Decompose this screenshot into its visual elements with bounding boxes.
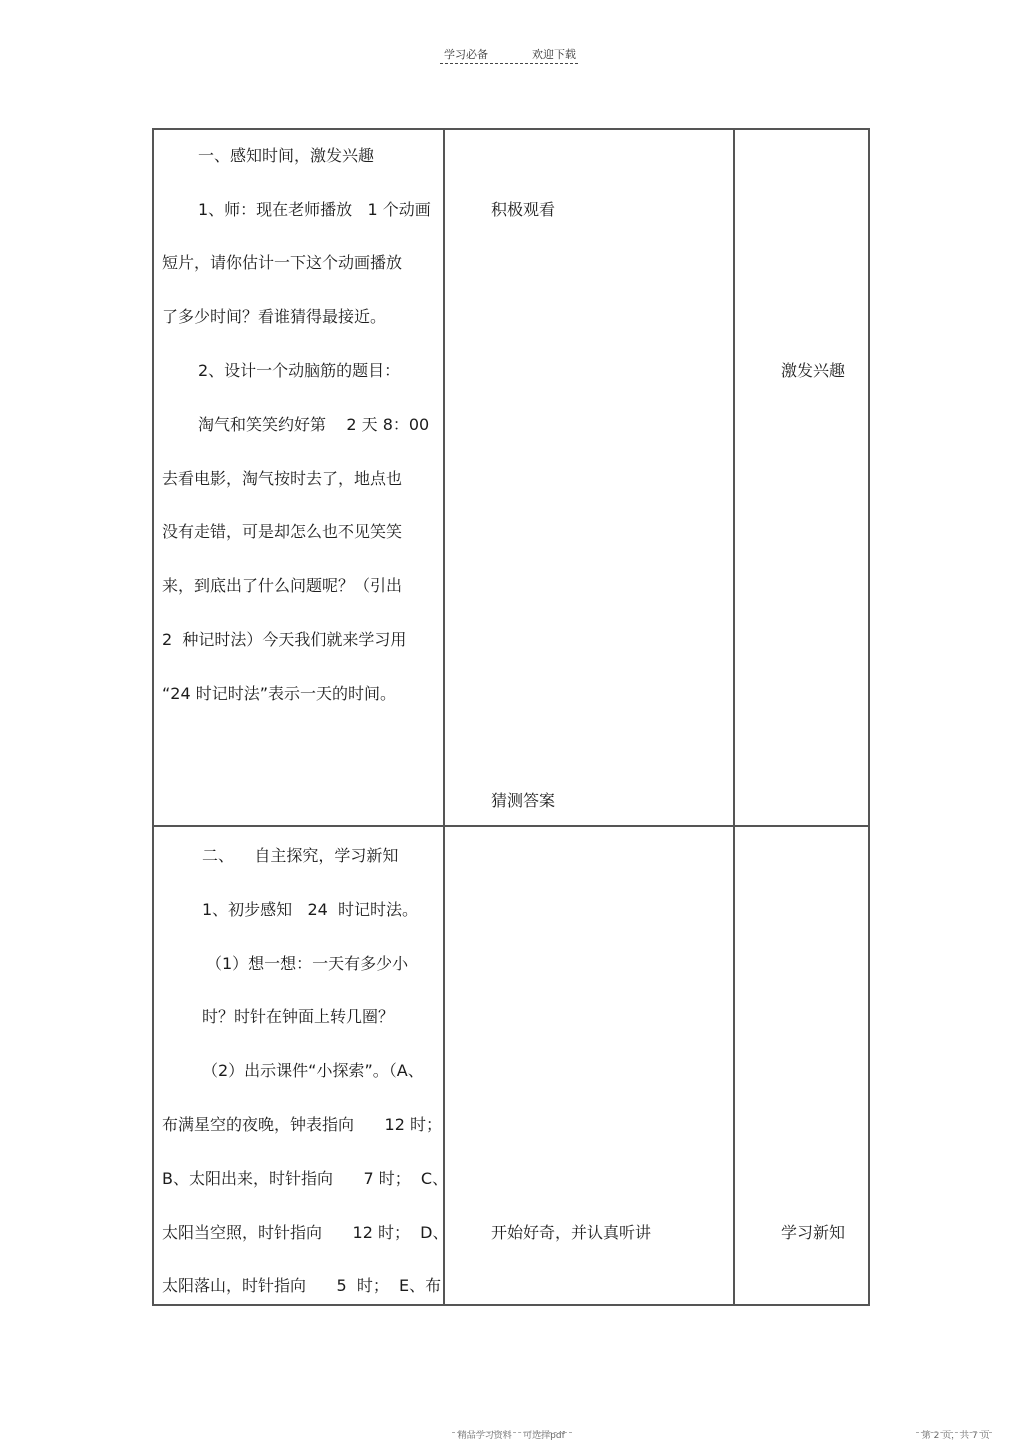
section1-line: 去看电影，淘气按时去了，地点也 [162, 469, 403, 488]
section1-line: 淘气和笑笑约好第 2 天 8：00 [198, 415, 430, 434]
footer-center-dash [452, 1432, 572, 1433]
section2-line: 时？时针在钟面上转几圈？ [202, 1007, 395, 1026]
section2-line: B、太阳出来，时针指向 7 时； C、 [162, 1169, 449, 1188]
footer-right-dash [916, 1432, 992, 1433]
page-header [440, 46, 580, 66]
section1-line: 一、感知时间，激发兴趣 [198, 146, 375, 165]
footer-page-number: 第 2 页，共 7 页 [921, 1431, 990, 1441]
section2-purpose: 学习新知 [781, 1223, 846, 1242]
section1-purpose: 激发兴趣 [781, 361, 846, 380]
column-divider-2 [733, 130, 735, 1304]
section1-line: 没有走错，可是却怎么也不见笑笑 [162, 522, 403, 541]
column-divider-1 [443, 130, 445, 1304]
footer-center [452, 1418, 572, 1451]
lesson-table [152, 128, 870, 1306]
section1-line: 了多少时间？看谁猜得最接近。 [162, 307, 387, 326]
row-divider [154, 825, 868, 827]
section2-line: 二、 自主探究，学习新知 [202, 846, 399, 865]
section2-line: 布满星空的夜晚，钟表指向 12 时； [162, 1115, 442, 1134]
section2-line: 1、初步感知 24 时记时法。 [202, 900, 418, 919]
section2-line: （2）出示课件“小探索”。（A、 [202, 1061, 424, 1080]
section1-line: 1、师：现在老师播放 1 个动画 [198, 200, 431, 219]
section2-line: 太阳落山，时针指向 5 时； E、布 [162, 1276, 442, 1295]
section1-line: 来，到底出了什么问题呢？（引出 [162, 576, 403, 595]
header-dashed-underline [440, 63, 578, 64]
section1-line: “24 时记时法”表示一天的时间。 [162, 684, 397, 703]
section1-line: 2、设计一个动脑筋的题目： [198, 361, 401, 380]
section2-student-activity: 开始好奇，并认真听讲 [491, 1223, 652, 1242]
section1-line: 2 种记时法）今天我们就来学习用 [162, 630, 407, 649]
section2-line: 太阳当空照，时针指向 12 时； D、 [162, 1223, 449, 1242]
section2-line: （1）想一想：一天有多少小 [206, 954, 409, 973]
section1-line: 短片，请你估计一下这个动画播放 [162, 253, 403, 272]
header-left-text: 学习必备 [444, 48, 488, 61]
footer-right [916, 1418, 992, 1451]
section1-student-activity-watch: 积极观看 [491, 200, 556, 219]
footer-center-text: 精品学习资料 可选择pdf [457, 1431, 565, 1441]
section1-student-activity-guess: 猜测答案 [491, 791, 556, 810]
header-right-text: 欢迎下载 [532, 48, 576, 61]
